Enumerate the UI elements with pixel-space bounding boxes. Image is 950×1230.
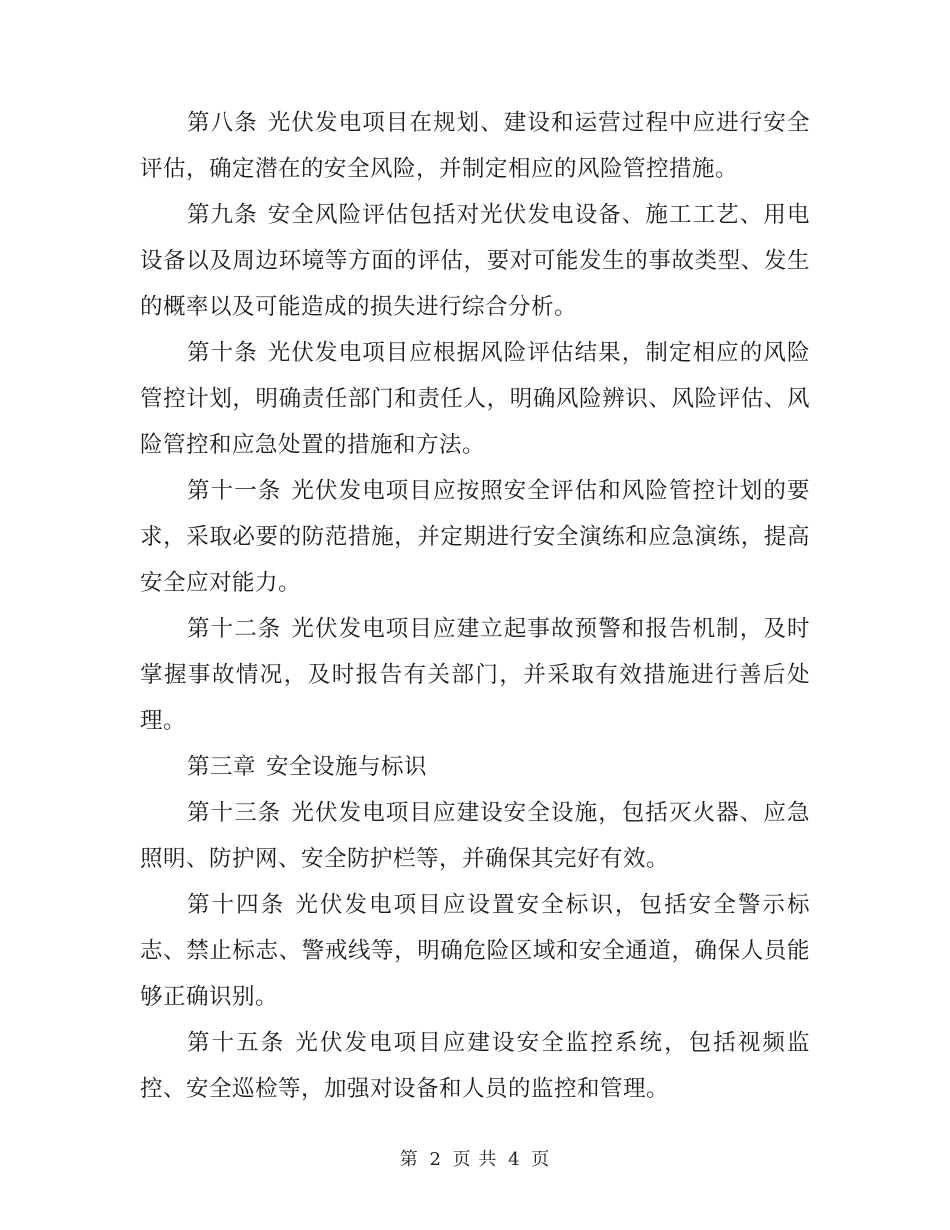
page-footer <box>0 1145 950 1171</box>
article-12 <box>140 606 810 744</box>
article-heading: 第八条 <box>187 110 258 136</box>
article-text: 光伏发电项目应建立起事故预警和报告机制，及时掌握事故情况，及时报告有关部门，并采取有效措施进行善后处理。 <box>140 616 810 734</box>
article-heading: 第九条 <box>187 202 258 228</box>
chapter-number: 第三章 <box>187 754 257 780</box>
article-11 <box>140 468 810 606</box>
article-heading: 第十条 <box>187 340 258 366</box>
article-heading: 第十三条 <box>187 800 282 826</box>
article-13 <box>140 790 810 882</box>
chapter-title: 安全设施与标识 <box>266 754 428 780</box>
article-text: 光伏发电项目应根据风险评估结果，制定相应的风险管控计划，明确责任部门和责任人，明确风险辨识、风险评估、风险管控和应急处置的措施和方法。 <box>140 340 810 458</box>
article-10 <box>140 330 810 468</box>
article-14 <box>140 882 810 1020</box>
article-heading: 第十四条 <box>187 892 286 918</box>
page-mid: 页 共 <box>452 1149 498 1170</box>
article-text: 安全风险评估包括对光伏发电设备、施工工艺、用电设备以及周边环境等方面的评估，要对可能发生的事故类型、发生的概率以及可能造成的损失进行综合分析。 <box>140 202 810 320</box>
article-heading: 第十二条 <box>187 616 282 642</box>
article-9 <box>140 192 810 330</box>
article-text: 光伏发电项目在规划、建设和运营过程中应进行安全评估，确定潜在的安全风险，并制定相应的风险管控措施。 <box>140 110 810 182</box>
article-heading: 第十五条 <box>187 1030 286 1056</box>
total-pages: 4 <box>508 1149 521 1170</box>
page-prefix: 第 <box>399 1149 419 1170</box>
chapter-3-heading <box>140 744 810 790</box>
page-number: 2 <box>429 1149 442 1170</box>
document-body <box>140 100 810 1112</box>
article-text: 光伏发电项目应建设安全监控系统，包括视频监控、安全巡检等，加强对设备和人员的监控和管理。 <box>140 1030 810 1102</box>
page-suffix: 页 <box>531 1149 551 1170</box>
article-text: 光伏发电项目应设置安全标识，包括安全警示标志、禁止标志、警戒线等，明确危险区域和安全通道，确保人员能够正确识别。 <box>140 892 810 1010</box>
article-8 <box>140 100 810 192</box>
article-text: 光伏发电项目应按照安全评估和风险管控计划的要求，采取必要的防范措施，并定期进行安全演练和应急演练，提高安全应对能力。 <box>140 478 810 596</box>
article-heading: 第十一条 <box>187 478 282 504</box>
article-text: 光伏发电项目应建设安全设施，包括灭火器、应急照明、防护网、安全防护栏等，并确保其完好有效。 <box>140 800 810 872</box>
article-15 <box>140 1020 810 1112</box>
